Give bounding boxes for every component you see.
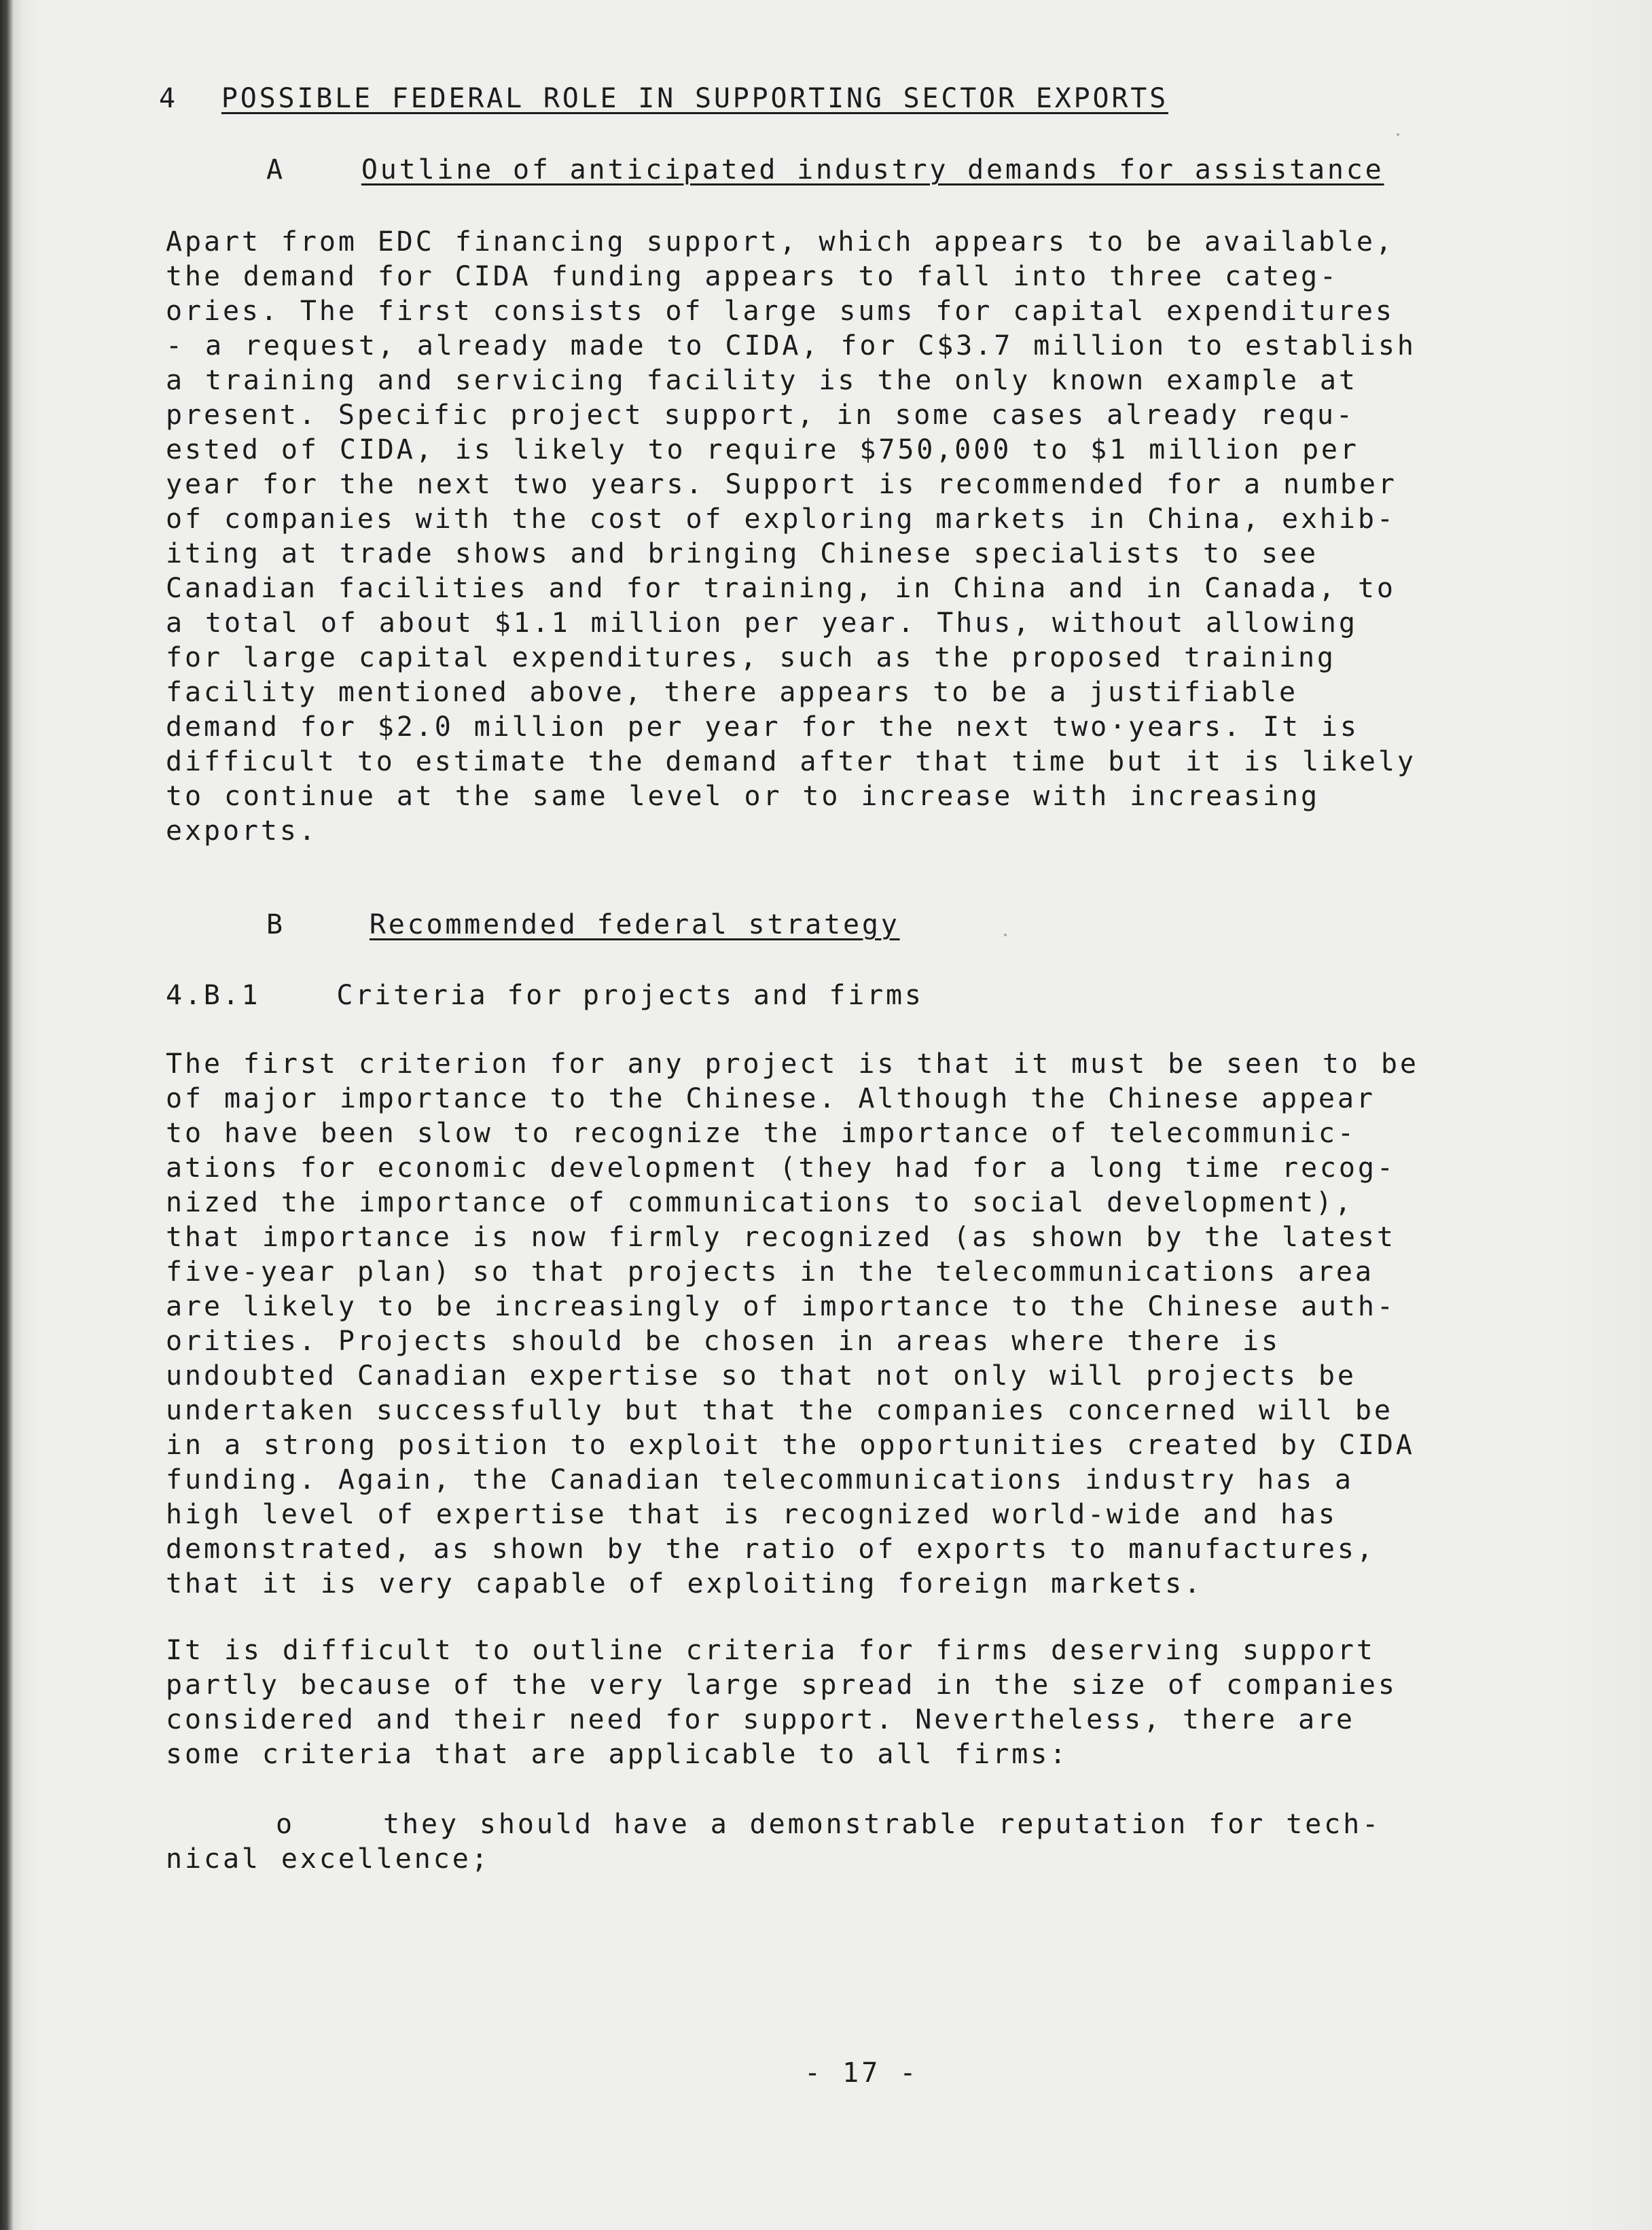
paragraph-line: funding. Again, the Canadian telecommunications industry has a	[166, 1464, 1354, 1495]
bullet-marker: o	[276, 1809, 295, 1840]
subsection-b-letter: B	[266, 909, 285, 940]
paragraph-line: It is difficult to outline criteria for firms deserving support	[166, 1635, 1376, 1666]
paragraph-line: iting at trade shows and bringing Chinese specialists to see	[166, 538, 1318, 569]
paragraph-line: to continue at the same level or to increase with increasing	[166, 781, 1320, 812]
paragraph-line: undoubted Canadian expertise so that not only will projects be	[166, 1360, 1357, 1392]
page-number: - 17 -	[804, 2057, 919, 2089]
paragraph-line: undertaken successfully but that the companies concerned will be	[166, 1395, 1393, 1426]
subsection-a-heading	[266, 153, 1384, 188]
paragraph-line: to have been slow to recognize the importance of telecommunic-	[166, 1118, 1357, 1149]
scan-speck-decoration	[1397, 133, 1399, 136]
paragraph-line: for large capital expenditures, such as the proposed training	[166, 642, 1336, 673]
paragraph-line: The first criterion for any project is that it must be seen to be	[166, 1048, 1419, 1080]
paragraph-line: ested of CIDA, is likely to require $750,000 to $1 million per	[166, 434, 1359, 465]
subsection-b-title: Recommended federal strategy	[369, 909, 900, 940]
paragraph-line: Apart from EDC financing support, which appears to be available,	[166, 226, 1395, 258]
paragraph-line: present. Specific project support, in some cases already requ-	[166, 400, 1355, 431]
paragraph-line: that it is very capable of exploiting foreign markets.	[166, 1568, 1204, 1599]
item-4b1-paragraph-1	[166, 1047, 1524, 1601]
item-4b1-paragraph-2	[166, 1633, 1524, 1772]
paragraph-line: some criteria that are applicable to all firms:	[166, 1739, 1069, 1770]
paragraph-line: ations for economic development (they had for a long time recog-	[166, 1152, 1396, 1184]
item-4b1-title: Criteria for projects and firms	[336, 980, 924, 1011]
paragraph-line: nized the importance of communications to social development),	[166, 1187, 1354, 1218]
section-title: POSSIBLE FEDERAL ROLE IN SUPPORTING SECTOR EXPORTS	[221, 83, 1168, 114]
paragraph-line: are likely to be increasingly of importance to the Chinese auth-	[166, 1291, 1396, 1322]
paragraph-line: - a request, already made to CIDA, for C$3.7 million to establish	[166, 330, 1416, 361]
paragraph-line: five-year plan) so that projects in the telecommunications area	[166, 1256, 1374, 1288]
paragraph-line: partly because of the very large spread in the size of companies	[166, 1669, 1397, 1701]
paragraph-line: demonstrated, as shown by the ratio of exports to manufactures,	[166, 1534, 1376, 1565]
paragraph-line: the demand for CIDA funding appears to fall into three categ-	[166, 261, 1339, 292]
paragraph-line: ories. The first consists of large sums for capital expenditures	[166, 296, 1395, 327]
section-number: 4	[159, 83, 178, 114]
paragraph-line: of major importance to the Chinese. Although the Chinese appear	[166, 1083, 1376, 1114]
paragraph-line: orities. Projects should be chosen in areas where there is	[166, 1326, 1280, 1357]
paragraph-line: facility mentioned above, there appears to be a justifiable	[166, 677, 1298, 708]
paragraph-line: a training and servicing facility is the only known example at	[166, 365, 1358, 396]
item-4b1-number: 4.B.1	[166, 980, 261, 1011]
subsection-b-heading	[266, 908, 900, 942]
subsection-a-paragraph	[166, 225, 1524, 849]
item-4b1-heading	[166, 978, 924, 1013]
bullet-text-line-1: they should have a demonstrable reputation for tech-	[383, 1809, 1382, 1840]
bullet-text-line-2: nical excellence;	[166, 1843, 490, 1875]
paragraph-line: high level of expertise that is recognized world-wide and has	[166, 1499, 1337, 1530]
paragraph-line: in a strong position to exploit the opportunities created by CIDA	[166, 1430, 1415, 1461]
paragraph-line: a total of about $1.1 million per year. Thus, without allowing	[166, 607, 1358, 639]
paragraph-line: Canadian facilities and for training, in China and in Canada, to	[166, 573, 1396, 604]
paragraph-line: that importance is now firmly recognized (as shown by the latest	[166, 1222, 1396, 1253]
paragraph-line: demand for $2.0 million per year for the next two·years. It is	[166, 711, 1359, 743]
subsection-a-title: Outline of anticipated industry demands for assistance	[361, 154, 1384, 185]
paragraph-line: difficult to estimate the demand after that time but it is likely	[166, 746, 1416, 777]
paragraph-line: exports.	[166, 815, 318, 847]
paragraph-line: of companies with the cost of exploring markets in China, exhib-	[166, 503, 1396, 535]
section-heading	[159, 82, 1168, 116]
scan-speck-decoration	[1004, 934, 1007, 936]
subsection-a-letter: A	[266, 154, 285, 185]
paragraph-line: year for the next two years. Support is recommended for a number	[166, 469, 1397, 500]
paragraph-line: considered and their need for support. Nevertheless, there are	[166, 1704, 1355, 1735]
